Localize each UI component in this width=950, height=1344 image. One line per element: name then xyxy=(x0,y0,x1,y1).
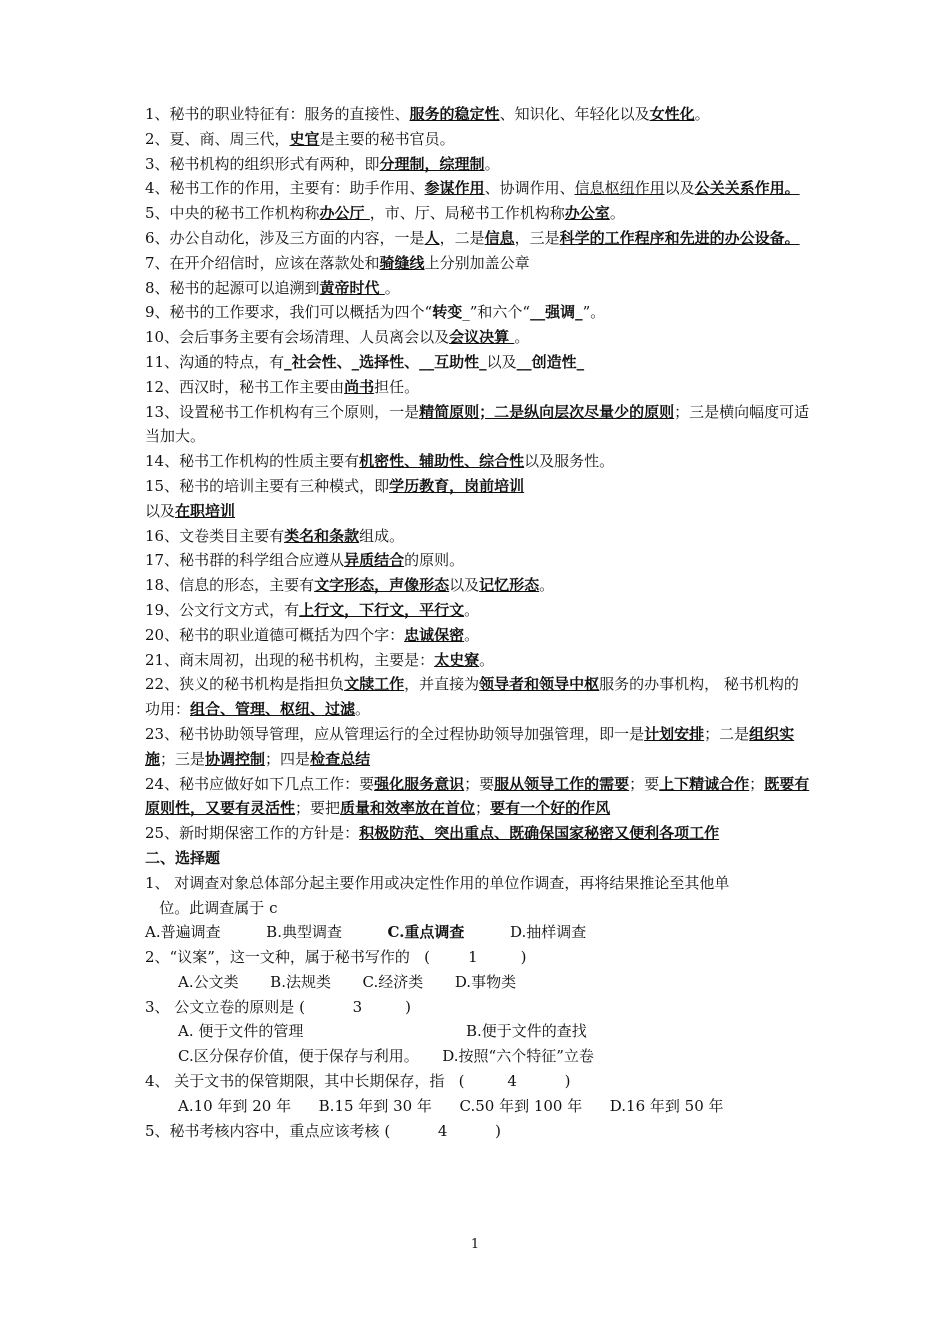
question-1-line-2: 位。此调查属于 c xyxy=(145,898,278,917)
question-text: 19、公文行文方式，有 xyxy=(145,600,300,619)
question-1-line-1: 1、 对调查对象总体部分起主要作用或决定性作用的单位作调查，再将结果推论至其他单 xyxy=(145,873,730,892)
question-text: ；二是 xyxy=(704,724,750,743)
option-d: D.事物类 xyxy=(454,972,517,991)
answer-text: 质量和效率放在首位 xyxy=(340,799,476,818)
answer-text: 史官 xyxy=(289,129,320,148)
answer-text: _社会性、_选择性、__互助性_ xyxy=(284,352,487,371)
answer-text: 女性化 xyxy=(649,105,695,123)
option-c: C.重点调查 xyxy=(387,923,465,942)
answer-text: 办公厅 xyxy=(319,204,370,223)
question-text: 。 xyxy=(355,700,371,719)
question-text: 6、办公自动化，涉及三方面的内容，一是 xyxy=(145,228,425,247)
question-text: 上分别加盖公章 xyxy=(424,253,530,272)
question-4-options xyxy=(145,1094,810,1119)
question-text: 14、秘书工作机构的性质主要有 xyxy=(145,452,360,471)
fill-question-16 xyxy=(145,499,810,524)
fill-question-12 xyxy=(145,375,810,400)
answer-text: 服务的稳定性 xyxy=(409,105,500,123)
answer-text: 记忆形态 xyxy=(479,576,540,595)
question-text: 组成。 xyxy=(359,526,405,545)
question-text: 11、沟通的特点，有 xyxy=(145,352,285,371)
answer-text: 科学的工作程序和先进的办公设备。 xyxy=(559,228,800,247)
fill-question-3 xyxy=(145,152,810,177)
fill-question-11 xyxy=(145,350,810,375)
answer-text: 服从领导工作的需要 xyxy=(494,774,630,793)
document-body xyxy=(145,102,810,1143)
option-b: B.15 年到 30 年 xyxy=(318,1096,432,1115)
question-text: 3、秘书机构的组织形式有两种，即 xyxy=(145,154,380,173)
option-d: D.16 年到 50 年 xyxy=(609,1096,724,1115)
question-text: 服务的办事机构， 秘书机构的功用： xyxy=(145,675,799,719)
answer-text: 在职培训 xyxy=(175,501,236,520)
question-text: ；三是 xyxy=(160,749,206,768)
question-text: 。 xyxy=(464,600,480,619)
answer-text: 文字形态，声像形态 xyxy=(314,576,450,595)
answer-text: 机密性、辅助性、综合性 xyxy=(359,452,525,471)
question-text: ；四是 xyxy=(265,749,311,768)
question-text: ； xyxy=(475,799,491,818)
fill-question-13 xyxy=(145,400,810,450)
question-text: ；要 xyxy=(629,774,660,793)
question-text: 2、夏、商、周三代， xyxy=(145,129,290,148)
question-1-options xyxy=(145,920,810,945)
question-text: 23、秘书协助领导管理，应从管理运行的全过程协助领导加强管理，即一是 xyxy=(145,724,645,743)
fill-question-23 xyxy=(145,672,810,722)
question-text: 21、商末周初，出现的秘书机构，主要是： xyxy=(145,650,435,669)
answer-text: 分理制，综理制 xyxy=(379,154,485,173)
question-4: 4、 关于文书的保管期限，其中长期保存，指 ( 4 ) xyxy=(145,1072,571,1091)
question-text: ，三是 xyxy=(514,228,560,247)
question-text: 7、在开介绍信时，应该在落款处和 xyxy=(145,253,380,272)
question-text: 。 xyxy=(694,105,710,123)
answer-text: __强调_ xyxy=(530,303,583,322)
question-3-options-row-1 xyxy=(145,1019,810,1044)
answer-text: 组合、管理、枢纽、过滤 xyxy=(190,700,356,719)
fill-question-10 xyxy=(145,325,810,350)
answer-text: 要有一个好的作风 xyxy=(490,799,611,818)
question-text: ；要 xyxy=(464,774,495,793)
answer-text: 强化服务意识 xyxy=(374,774,465,793)
question-text: 9、秘书的工作要求，我们可以概括为四个“ xyxy=(145,303,433,322)
answer-text: 信息枢纽作用 xyxy=(574,179,665,198)
question-text: 16、文卷类目主要有 xyxy=(145,526,285,545)
fill-question-25 xyxy=(145,772,810,822)
answer-text: __创造性_ xyxy=(516,352,585,371)
answer-text: 学历教育，岗前培训 xyxy=(389,476,525,495)
option-b: B.典型调查 xyxy=(266,923,342,942)
answer-text: 类名和条款 xyxy=(284,526,360,545)
fill-question-24 xyxy=(145,722,810,772)
answer-text: 骑缝线 xyxy=(379,253,425,272)
answer-text: 组织实施 xyxy=(145,724,795,768)
question-text: 以及 xyxy=(664,179,695,198)
answer-text: 计划安排 xyxy=(644,724,705,743)
question-text: 1、秘书的职业特征有：服务的直接性、 xyxy=(145,105,410,123)
question-text: 5、中央的秘书工作机构称 xyxy=(145,204,320,223)
question-text: 25、新时期保密工作的方针是： xyxy=(145,824,360,843)
option-c: C.50 年到 100 年 xyxy=(459,1096,583,1115)
question-text: 17、秘书群的科学组合应遵从 xyxy=(145,551,345,570)
option-a: A.普遍调查 xyxy=(145,923,221,942)
question-text: 。 xyxy=(514,328,530,347)
answer-text: 既要有原则性，又要有灵活性 xyxy=(145,774,810,818)
option-b: B.法规类 xyxy=(270,972,331,991)
fill-question-14 xyxy=(145,449,810,474)
fill-question-4 xyxy=(145,176,810,201)
question-text: 8、秘书的起源可以追溯到 xyxy=(145,278,320,297)
question-text: 15、秘书的培训主要有三种模式，即 xyxy=(145,476,390,495)
answer-text: 尚书 xyxy=(344,377,375,396)
answer-text: 协调控制 xyxy=(205,749,266,768)
option-c: C.区分保存价值，便于保存与利用。 xyxy=(178,1047,419,1066)
question-text: 。 xyxy=(479,650,495,669)
fill-question-7 xyxy=(145,251,810,276)
answer-text: 太史寮 xyxy=(434,650,480,669)
fill-question-5 xyxy=(145,201,810,226)
answer-text: 会议决算 xyxy=(449,328,515,347)
question-text: 13、设置秘书工作机构有三个原则，一是 xyxy=(145,402,420,421)
fill-question-8 xyxy=(145,276,810,301)
page-number: 1 xyxy=(470,1237,480,1252)
answer-text: 上下精诚合作 xyxy=(659,774,750,793)
question-text: ；三是横向幅度可适当加大。 xyxy=(145,402,810,446)
question-text: 以及 xyxy=(486,352,517,371)
question-3-options-row-2 xyxy=(145,1044,810,1069)
question-2-options xyxy=(145,970,810,995)
question-text: ；要把 xyxy=(295,799,341,818)
option-a: A. 便于文件的管理 xyxy=(178,1022,304,1041)
answer-text: 信息 xyxy=(484,228,515,247)
answer-text: 积极防范、突出重点、既确保国家秘密又便利各项工作 xyxy=(359,824,720,843)
answer-text: 忠诚保密 xyxy=(404,625,465,644)
fill-question-1 xyxy=(145,102,810,127)
answer-text: 办公室 xyxy=(564,204,610,223)
option-a: A.公文类 xyxy=(178,972,239,991)
answer-text: 检查总结 xyxy=(310,749,371,768)
answer-text: 上行文，下行文，平行文 xyxy=(299,600,465,619)
question-text: 。 xyxy=(609,204,625,223)
question-text: 20、秘书的职业道德可概括为四个字： xyxy=(145,625,405,644)
question-text: 以及 xyxy=(449,576,480,595)
fill-question-6 xyxy=(145,226,810,251)
answer-text: 人 xyxy=(424,228,440,247)
question-2: 2、“议案”，这一文种，属于秘书写作的 ( 1 ) xyxy=(145,948,527,967)
answer-text: 转变 xyxy=(432,303,463,322)
question-text: ，二是 xyxy=(439,228,485,247)
fill-question-20 xyxy=(145,598,810,623)
option-b: B.便于文件的查找 xyxy=(466,1022,587,1041)
fill-question-9 xyxy=(145,300,810,325)
question-5: 5、秘书考核内容中，重点应该考核 ( 4 ) xyxy=(145,1121,501,1140)
option-c: C.经济类 xyxy=(362,972,424,991)
fill-question-2 xyxy=(145,127,810,152)
question-text: 18、信息的形态，主要有 xyxy=(145,576,315,595)
question-text: 是主要的秘书官员。 xyxy=(319,129,455,148)
question-text: 24、秘书应做好如下几点工作：要 xyxy=(145,774,375,793)
question-text: 以及服务性。 xyxy=(524,452,615,471)
question-text: 、协调作用、 xyxy=(484,179,575,198)
question-text: 。 xyxy=(539,576,555,595)
answer-text: 文牍工作 xyxy=(344,675,405,694)
question-text: 22、狭义的秘书机构是指担负 xyxy=(145,675,345,694)
question-text: 4、秘书工作的作用，主要有：助手作用、 xyxy=(145,179,425,198)
question-text: ”。 xyxy=(582,303,606,322)
fill-in-questions xyxy=(145,102,810,846)
fill-question-17 xyxy=(145,524,810,549)
question-text: 。 xyxy=(384,278,400,297)
question-text: 。 xyxy=(484,154,500,173)
option-d: D.按照“六个特征”立卷 xyxy=(442,1047,594,1066)
option-d: D.抽样调查 xyxy=(510,923,587,942)
fill-question-18 xyxy=(145,548,810,573)
question-text: _”和六个“ xyxy=(462,303,531,322)
fill-question-19 xyxy=(145,573,810,598)
question-text: 、知识化、年轻化以及 xyxy=(499,105,650,123)
answer-text: 领导者和领导中枢 xyxy=(479,675,600,694)
question-text: 担任。 xyxy=(374,377,420,396)
question-text: 的原则。 xyxy=(404,551,465,570)
question-text: 12、西汉时，秘书工作主要由 xyxy=(145,377,345,396)
answer-text: 黄帝时代 xyxy=(319,278,385,297)
question-text: 。 xyxy=(464,625,480,644)
question-text: 以及 xyxy=(145,501,176,520)
question-text: ，并直接为 xyxy=(404,675,480,694)
fill-question-26 xyxy=(145,821,810,846)
question-text: 10、会后事务主要有会场清理、人员离会以及 xyxy=(145,328,450,347)
answer-text: 异质结合 xyxy=(344,551,405,570)
question-text: ，市、厅、局秘书工作机构称 xyxy=(369,204,565,223)
section-heading: 二、选择题 xyxy=(145,848,221,867)
question-text: ； xyxy=(749,774,765,793)
question-3: 3、 公文立卷的原则是 ( 3 ) xyxy=(145,997,411,1016)
answer-text: 参谋作用 xyxy=(424,179,485,198)
fill-question-15 xyxy=(145,474,810,499)
answer-text: 公关关系作用。 xyxy=(694,179,800,198)
option-a: A.10 年到 20 年 xyxy=(178,1096,292,1115)
fill-question-21 xyxy=(145,623,810,648)
answer-text: 精简原则；二是纵向层次尽量少的原则 xyxy=(419,402,675,421)
fill-question-22 xyxy=(145,648,810,673)
